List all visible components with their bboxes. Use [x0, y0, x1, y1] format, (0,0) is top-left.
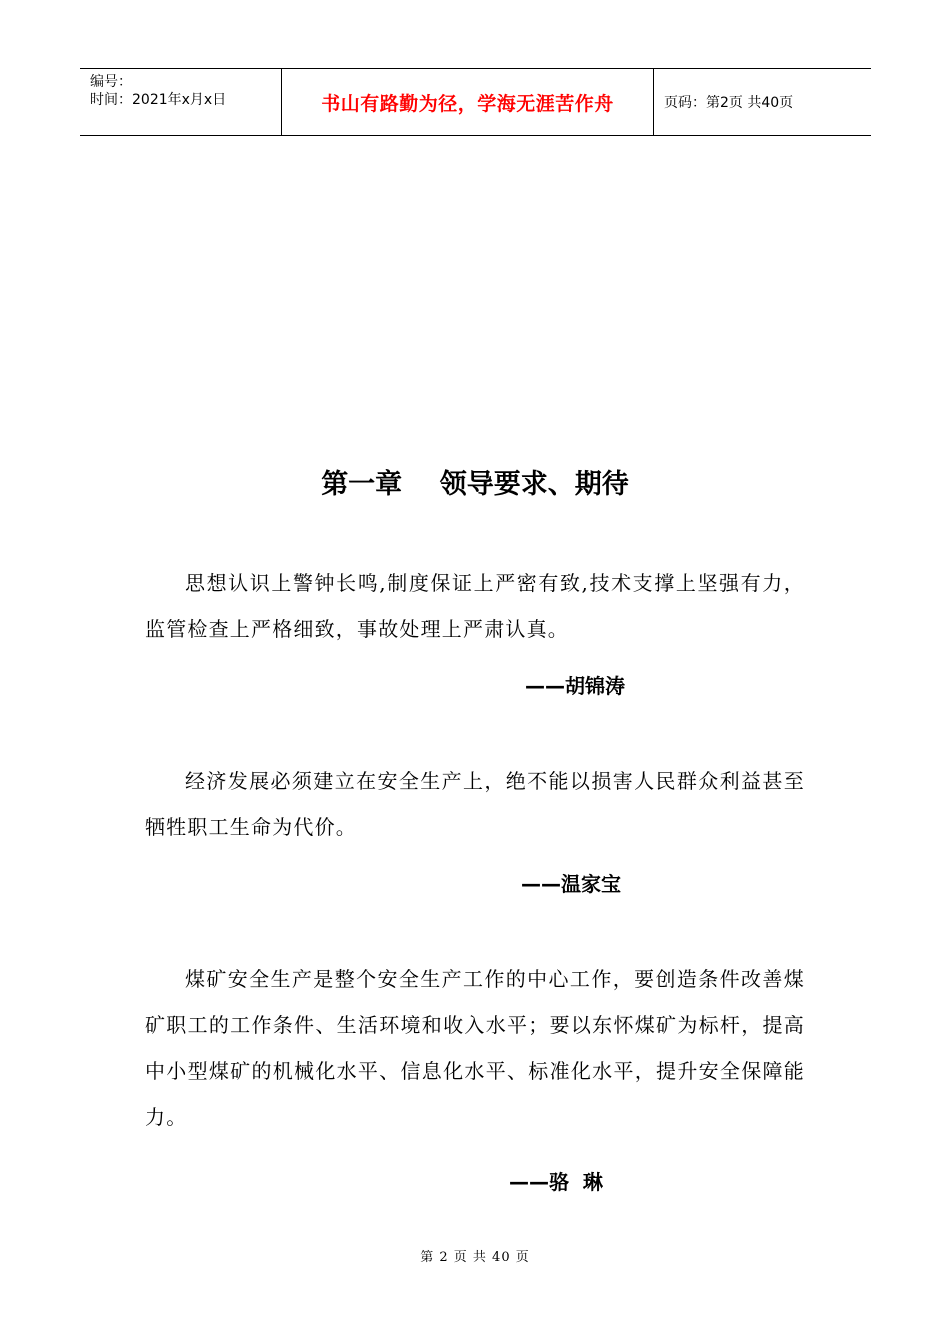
- quote-1-text: 思想认识上警钟长鸣,制度保证上严密有致,技术支撑上坚强有力，监管检查上严格细致，事故处理上严肃认真。: [145, 571, 805, 641]
- chapter-title: 第一章 领导要求、期待: [321, 469, 629, 500]
- quote-2-author: ——温家宝: [521, 872, 621, 896]
- quote-2-text: 经济发展必须建立在安全生产上，绝不能以损害人民群众利益甚至牺牲职工生命为代价。: [145, 769, 805, 839]
- quote-1-author: ——胡锦涛: [525, 674, 625, 698]
- quote-3-text: 煤矿安全生产是整个安全生产工作的中心工作，要创造条件改善煤矿职工的工作条件、生活环境和收入水平；要以东怀煤矿为标杆，提高中小型煤矿的机械化水平、信息化水平、标准化水平，提升安全保障能力。: [145, 967, 805, 1129]
- document-number-label: 编号：: [90, 74, 132, 90]
- header-motto: 书山有路勤为径，学海无涯苦作舟: [282, 69, 654, 135]
- page-footer: 第 2 页 共 40 页: [420, 1250, 530, 1265]
- header-meta: [80, 69, 282, 135]
- header-page-info: 页码：第2页 共40页: [664, 95, 794, 111]
- page-header: [80, 68, 871, 136]
- quote-3-author: ——骆 琳: [509, 1170, 603, 1194]
- document-date: 时间：2021年x月x日: [90, 92, 227, 108]
